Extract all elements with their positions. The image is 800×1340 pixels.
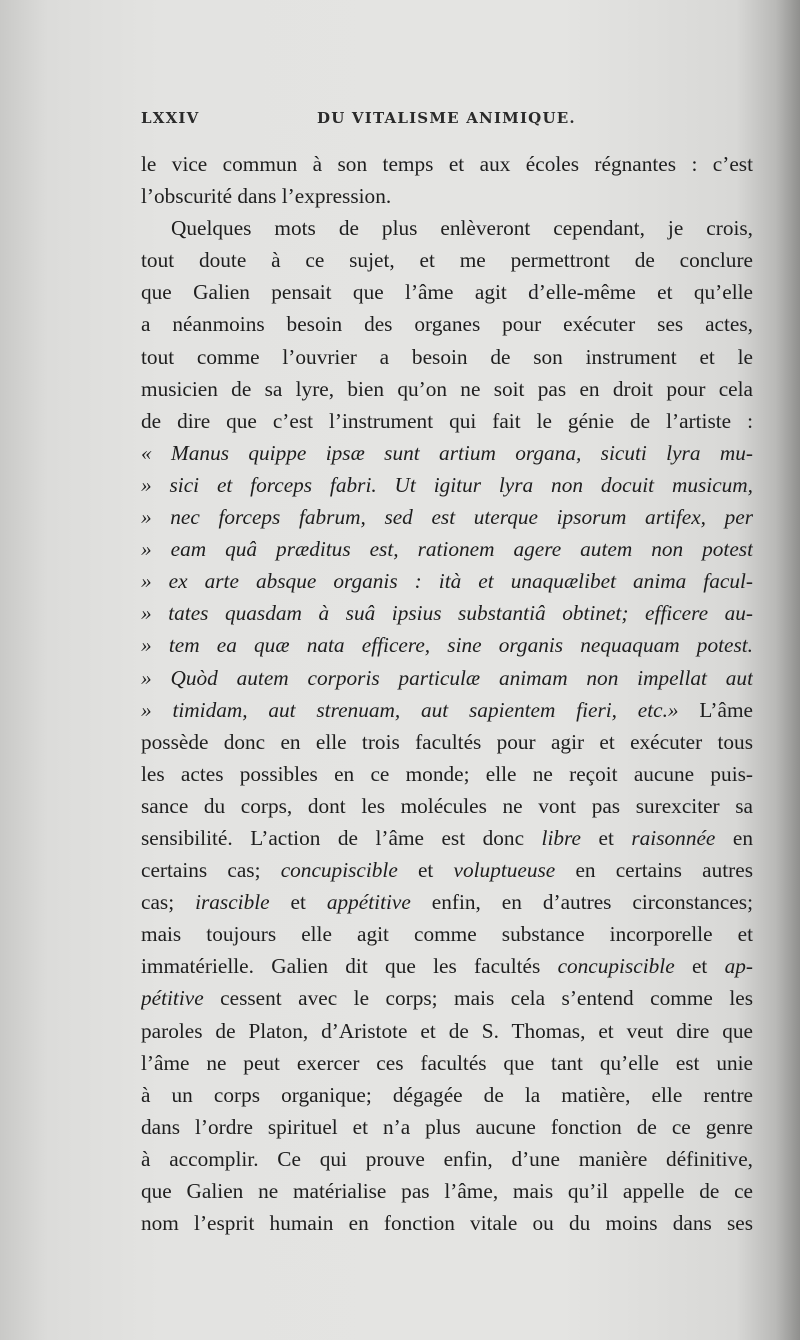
line-text-italic: concupiscible [557, 954, 675, 979]
text-line [141, 1047, 753, 1079]
line-text-italic: pétitive [141, 986, 204, 1011]
line-text: que Galien pensait que l’âme agit d’elle-même et qu’elle [141, 280, 753, 305]
line-text: nom l’esprit humain en fonction vitale ou du moins dans ses [141, 1211, 753, 1236]
text-line [141, 437, 753, 469]
line-text: les actes possibles en ce monde; elle ne reçoit aucune puis- [141, 761, 753, 786]
line-text: musicien de sa lyre, bien qu’on ne soit pas en droit pour cela [141, 376, 753, 401]
line-text-italic: irascible [195, 890, 270, 915]
line-text: » sici et forceps fabri. Ut igitur lyra non docuit musicum, [141, 472, 753, 497]
line-text: » ex arte absque organis : ità et unaquælibet anima facul- [141, 569, 753, 594]
text-line [141, 886, 753, 918]
line-text: en [715, 825, 753, 850]
line-text: que Galien ne matérialise pas l’âme, mais qu’il appelle de ce [141, 1179, 753, 1203]
running-header [141, 109, 741, 135]
text-line [141, 533, 753, 565]
line-text-italic: concupiscible [280, 858, 398, 883]
line-text: en certains autres [555, 858, 753, 883]
line-text: le vice commun à son temps et aux écoles régnantes : c’est [141, 152, 753, 176]
line-text: » nec forceps fabrum, sed est uterque ipsorum artifex, per [141, 505, 753, 530]
line-text: et [674, 954, 725, 979]
line-text: l’âme ne peut exercer ces facultés que tant qu’elle est unie [141, 1050, 753, 1075]
text-line [141, 629, 753, 661]
page-number: LXXIV [141, 109, 200, 127]
text-line [141, 1111, 753, 1143]
text-line [141, 1079, 753, 1111]
text-line [141, 1207, 753, 1239]
line-text: et [269, 890, 327, 915]
text-line [141, 662, 753, 694]
line-text: » Quòd autem corporis particulæ animam non impellat aut [141, 665, 753, 690]
text-line [141, 982, 753, 1014]
line-text-italic: appétitive [326, 890, 411, 915]
line-text: dans l’ordre spirituel et n’a plus aucune fonction de ce genre [141, 1114, 753, 1139]
line-text: de dire que c’est l’instrument qui fait le génie de l’artiste : [141, 408, 753, 433]
text-line [141, 244, 753, 276]
line-text: « Manus quippe ipsæ sunt artium organa, sicuti lyra mu- [141, 440, 753, 465]
line-text-italic: ap- [724, 954, 753, 979]
line-text: » tates quasdam à suâ ipsius substantiâ obtinet; efficere au- [141, 601, 753, 626]
line-text-italic: voluptueuse [453, 858, 556, 883]
text-line [141, 790, 753, 822]
line-text: cessent avec le corps; mais cela s’entend comme les [203, 986, 753, 1011]
line-text: et [580, 825, 632, 850]
line-text: a néanmoins besoin des organes pour exécuter ses actes, [141, 312, 753, 337]
text-line [141, 854, 753, 886]
line-text-italic: raisonnée [631, 825, 716, 850]
text-line [141, 180, 753, 212]
text-line [141, 405, 753, 437]
line-text: l’obscurité dans l’expression. [141, 184, 392, 209]
text-line [141, 726, 753, 758]
line-text: L’âme [678, 697, 753, 722]
text-line [141, 308, 753, 340]
text-line [141, 469, 753, 501]
text-line [141, 918, 753, 950]
line-text: sensibilité. L’action de l’âme est donc [141, 825, 542, 850]
text-line [141, 597, 753, 629]
line-text-italic: libre [541, 825, 581, 850]
line-text-italic: » timidam, aut strenuam, aut sapientem fieri, etc.» [141, 697, 679, 722]
line-text: sance du corps, dont les molécules ne vont pas surexciter sa [141, 793, 753, 818]
text-line [141, 694, 753, 726]
line-text: tout comme l’ouvrier a besoin de son instrument et le [141, 344, 753, 369]
line-text: immatérielle. Galien dit que les facultés [141, 954, 558, 979]
line-text: enfin, en d’autres circonstances; [410, 890, 753, 915]
running-title: DU VITALISME ANIMIQUE. [317, 109, 576, 127]
text-line [141, 212, 753, 244]
text-line [141, 950, 753, 982]
text-line [141, 148, 753, 180]
text-line [141, 373, 753, 405]
line-text: » tem ea quæ nata efficere, sine organis nequaquam potest. [141, 633, 753, 658]
line-text: tout doute à ce sujet, et me permettront de conclure [141, 248, 753, 273]
text-line [141, 276, 753, 308]
line-text: Quelques mots de plus enlèveront cependant, je crois, [171, 216, 753, 241]
line-text: cas; [141, 890, 196, 915]
text-line [141, 341, 753, 373]
text-line [141, 501, 753, 533]
line-text: certains cas; [141, 858, 281, 883]
text-line [141, 1015, 753, 1047]
text-line [141, 1175, 753, 1207]
line-text: possède donc en elle trois facultés pour agir et exécuter tous [141, 729, 753, 754]
text-line [141, 565, 753, 597]
line-text: et [397, 858, 454, 883]
text-line [141, 822, 753, 854]
line-text: paroles de Platon, d’Aristote et de S. Thomas, et veut dire que [141, 1018, 753, 1043]
text-line [141, 1143, 753, 1175]
text-line [141, 758, 753, 790]
line-text: » eam quâ præditus est, rationem agere autem non potest [141, 537, 753, 562]
line-text: à un corps organique; dégagée de la matière, elle rentre [141, 1082, 753, 1107]
line-text: mais toujours elle agit comme substance incorporelle et [141, 922, 753, 947]
line-text: à accomplir. Ce qui prouve enfin, d’une manière définitive, [141, 1146, 753, 1171]
body-text [141, 148, 753, 1239]
